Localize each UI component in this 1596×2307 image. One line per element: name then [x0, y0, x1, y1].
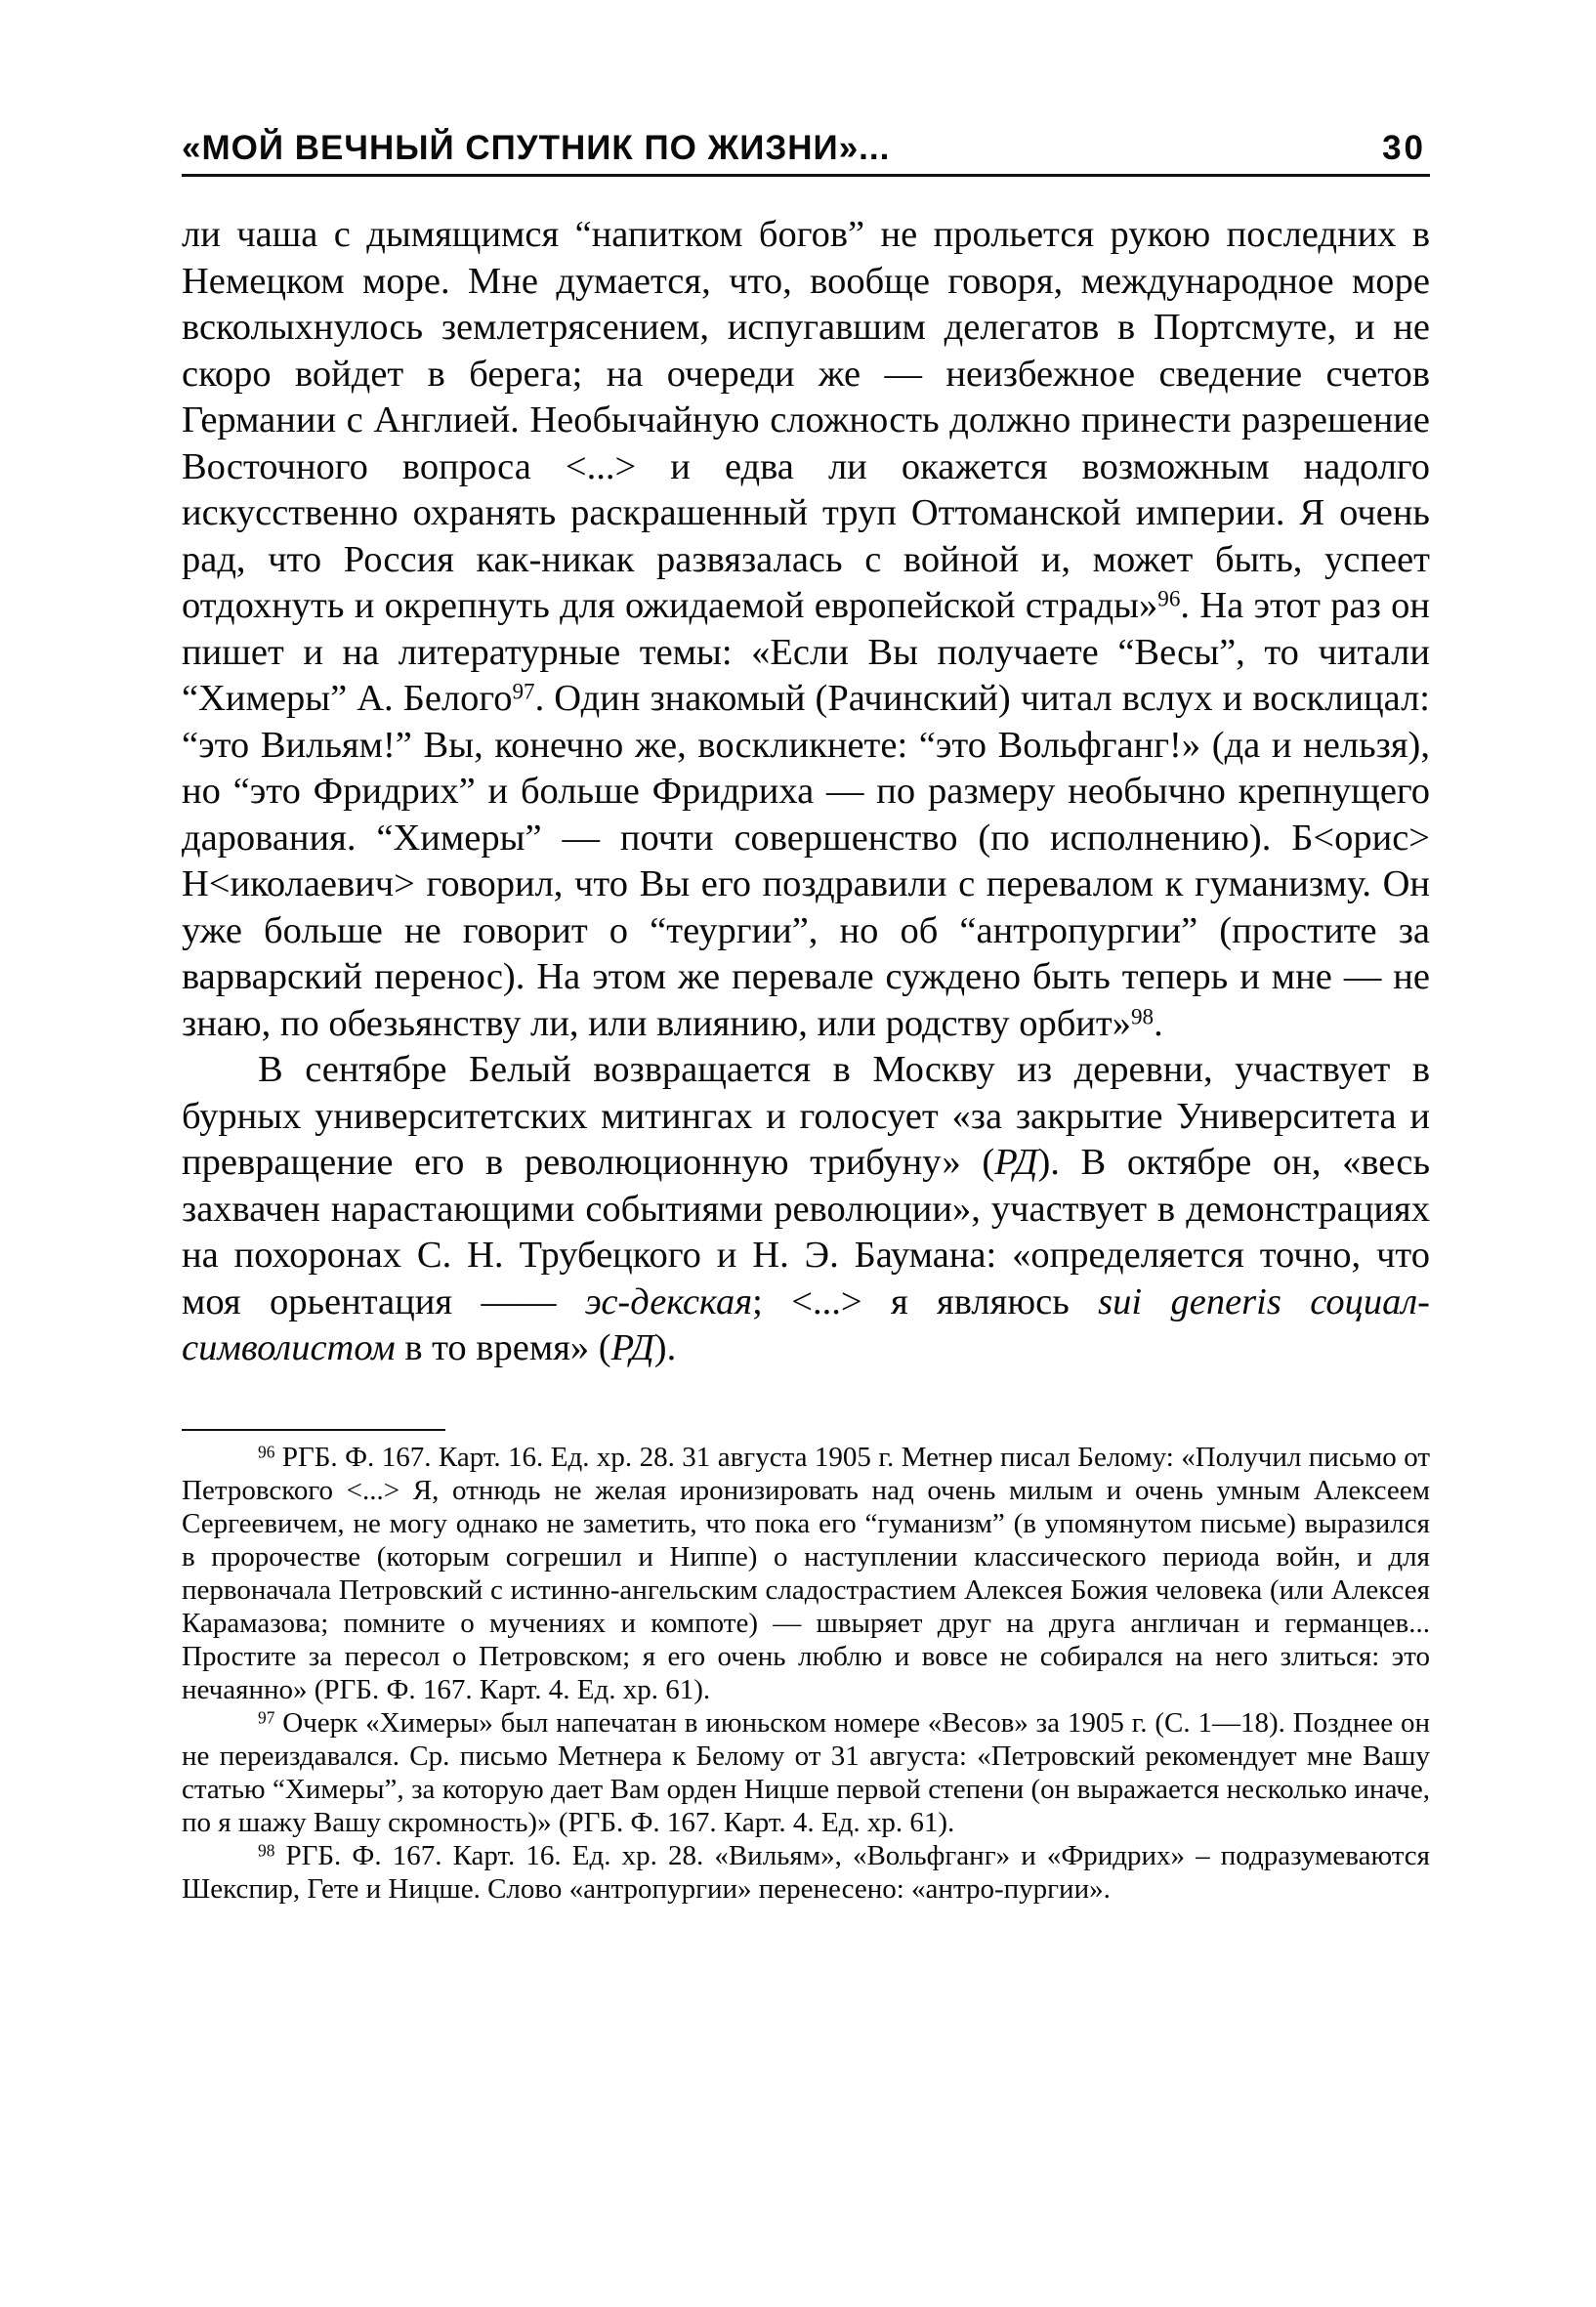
- footnote-98: [182, 1839, 1430, 1906]
- page-number: 30: [1382, 129, 1426, 167]
- text-span: ).: [653, 1327, 677, 1368]
- text-span: в то время» (: [395, 1327, 611, 1368]
- text-span: .: [1154, 1002, 1163, 1044]
- footnote-ref-96: 96: [1157, 585, 1181, 611]
- running-header: [182, 107, 1430, 177]
- footnote-97: [182, 1706, 1430, 1839]
- footnote-number: 97: [258, 1706, 275, 1727]
- footnote-96: [182, 1441, 1430, 1706]
- footnote-text: РГБ. Ф. 167. Карт. 16. Ед. хр. 28. «Вильям», «Вольфганг» и «Фридрих» – подразумеваются Шекспир, Гете и Ницше. Слово «антропургии» перенесено: «антро-пургии».: [182, 1839, 1430, 1905]
- text-span: В сентябре Белый возвращается в Москву из деревни, участвует в бурных университетских митингах и голосует «за закрытие Университета и превращение его в революционную трибуну» (: [182, 1049, 1430, 1183]
- italic-term: эс-декская: [584, 1280, 753, 1322]
- italic-term: sui generis социал-символистом: [182, 1280, 1430, 1368]
- footnote-ref-98: 98: [1130, 1002, 1155, 1028]
- footnote-ref-97: 97: [512, 678, 535, 704]
- abbrev-rd: РД: [994, 1142, 1038, 1183]
- text-span: ). В октябре он, «весь захвачен нарастающими событиями революции», участвует в демонстрациях на похоронах С. Н. Трубецкого и Н. Э. Баумана: «определяется точно, что моя орьентация ——: [182, 1142, 1431, 1322]
- book-page: [182, 107, 1430, 1906]
- paragraph: [182, 1047, 1430, 1372]
- text-span: ; <...> я являюсь: [752, 1280, 1099, 1322]
- footnote-divider: [182, 1429, 445, 1431]
- footnote-number: 98: [258, 1839, 275, 1860]
- abbrev-rd: РД: [610, 1327, 654, 1368]
- footnote-text: РГБ. Ф. 167. Карт. 16. Ед. хр. 28. 31 августа 1905 г. Метнер писал Белому: «Получил письмо от Петровского <...> Я, отнюдь не желая иронизировать над очень милым и очень умным Алексеем Сергеевичем, не могу однако не заметить, что пока его “гуманизм” (в упомянутом письме) выразился в пророчестве (которым согрешил и Ниппе) о наступлении классического периода войн, и для первоначала Петровский с истинно-ангельским сладострастием Алексея Божия человека (или Алексея Карамазова; помните о мучениях и компоте) — швыряет друг на друга англичан и германцев... Простите за пересол о Петровском; я его очень люблю и вовсе не собирался на него злиться: это нечаянно» (РГБ. Ф. 167. Карт. 4. Ед. хр. 61).: [182, 1441, 1430, 1705]
- text-span: ли чаша с дымящимся “напитком богов” не прольется рукою последних в Немецком море. Мне думается, что, вообще говоря, международное море всколыхнулось землетрясением, испугавшим делегатов в Портсмуте, и не скоро войдет в берега; на очереди же — неизбежное сведение счетов Германии с Англией. Необычайную сложность должно принести разрешение Восточного вопроса <...> и едва ли окажется возможным надолго искусственно охранять раскрашенный труп Оттоманской империи. Я очень рад, что Россия как-никак развязалась с войной и, может быть, успеет отдохнуть и окрепнуть для ожидаемой европейской страды»: [182, 214, 1430, 626]
- text-span: . Один знакомый (Рачинский) читал вслух и восклицал: “это Вильям!” Вы, конечно же, воскликнете: “это Вольфганг!» (да и нельзя), но “это Фридрих” и больше Фридриха — по размеру необычно крепнущего дарования. “Химеры” — почти совершенство (по исполнению). Б<орис> Н<иколаевич> говорил, что Вы его поздравили с перевалом к гуманизму. Он уже больше не говорит о “теургии”, но об “антропургии” (простите за варварский перенос). На этом же перевале суждено быть теперь и мне — не знаю, по обезьянству ли, или влиянию, или родству орбит»: [182, 678, 1430, 1044]
- footnote-text: Очерк «Химеры» был напечатан в июньском номере «Весов» за 1905 г. (С. 1—18). Позднее он не переиздавался. Ср. письмо Метнера к Белому от 31 августа: «Петровский рекомендует мне Вашу статью “Химеры”, за которую дает Вам орден Ницше первой степени (он выражается несколько иначе, по я шажу Вашу скромность)» (РГБ. Ф. 167. Карт. 4. Ед. хр. 61).: [182, 1706, 1430, 1838]
- running-title: «МОЙ ВЕЧНЫЙ СПУТНИК ПО ЖИЗНИ»...: [182, 129, 891, 167]
- footnotes: [182, 1441, 1430, 1906]
- text-span: . На этот раз он пишет и на литературные темы: «Если Вы получаете “Весы”, то читали “Химеры” А. Белого: [182, 585, 1430, 719]
- main-text: [182, 212, 1430, 1372]
- paragraph-continued: [182, 212, 1430, 1047]
- footnote-number: 96: [258, 1441, 275, 1461]
